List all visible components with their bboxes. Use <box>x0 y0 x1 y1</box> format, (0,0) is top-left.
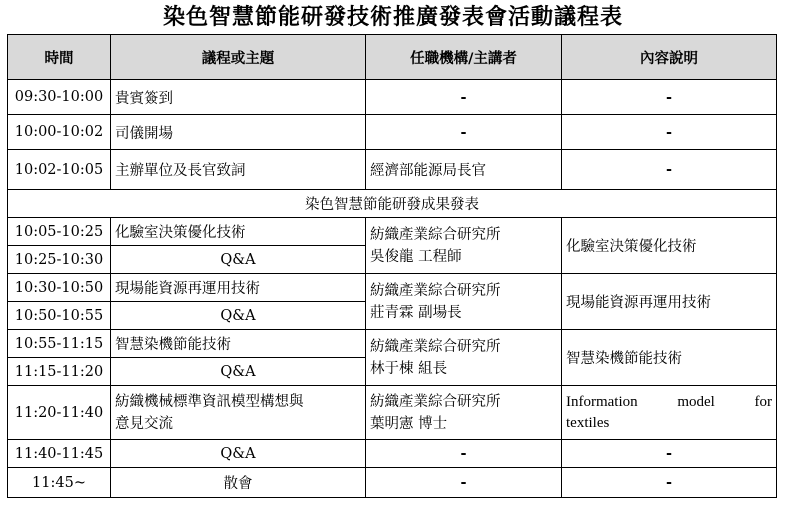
speaker-cell: - <box>366 115 562 150</box>
content-cell: - <box>562 468 777 498</box>
header-content: 內容說明 <box>562 35 777 80</box>
table-row <box>8 386 777 440</box>
time-cell: 10:30-10:50 <box>8 274 111 302</box>
agenda-table <box>7 34 777 498</box>
speaker-org: 紡織產業綜合研究所 <box>370 393 501 410</box>
speaker-cell <box>366 218 562 274</box>
header-time: 時間 <box>8 35 111 80</box>
topic-cell: Q&A <box>111 358 366 386</box>
time-cell: 10:05-10:25 <box>8 218 111 246</box>
content-cell: - <box>562 80 777 115</box>
table-row <box>8 330 777 358</box>
topic-cell: 散會 <box>111 468 366 498</box>
speaker-org: 紡織產業綜合研究所 <box>370 338 501 355</box>
speaker-name: 吳俊龍 工程師 <box>370 248 462 265</box>
speaker-name: 林于棟 組長 <box>370 360 448 377</box>
topic-cell <box>111 386 366 440</box>
content-cell: 化驗室決策優化技術 <box>562 218 777 274</box>
topic-cell: 司儀開場 <box>111 115 366 150</box>
speaker-cell: - <box>366 80 562 115</box>
header-speaker: 任職機構/主講者 <box>366 35 562 80</box>
speaker-cell: - <box>366 440 562 468</box>
time-cell: 11:40-11:45 <box>8 440 111 468</box>
time-cell: 10:50-10:55 <box>8 302 111 330</box>
speaker-cell <box>366 330 562 386</box>
section-heading: 染色智慧節能研發成果發表 <box>8 190 777 218</box>
topic-cell: 貴賓簽到 <box>111 80 366 115</box>
time-cell: 11:20-11:40 <box>8 386 111 440</box>
time-cell: 11:45~ <box>8 468 111 498</box>
time-cell: 09:30-10:00 <box>8 80 111 115</box>
time-cell: 10:00-10:02 <box>8 115 111 150</box>
time-cell: 10:25-10:30 <box>8 246 111 274</box>
topic-cell: Q&A <box>111 440 366 468</box>
speaker-cell <box>366 274 562 330</box>
content-cell: 現場能資源再運用技術 <box>562 274 777 330</box>
speaker-cell: - <box>366 468 562 498</box>
time-cell: 10:55-11:15 <box>8 330 111 358</box>
table-row <box>8 80 777 115</box>
table-row <box>8 274 777 302</box>
table-row <box>8 468 777 498</box>
content-cell: - <box>562 440 777 468</box>
topic-cell: 現場能資源再運用技術 <box>111 274 366 302</box>
topic-cell: 化驗室決策優化技術 <box>111 218 366 246</box>
header-agenda: 議程或主題 <box>111 35 366 80</box>
topic-cell: 主辦單位及長官致詞 <box>111 150 366 190</box>
content-line: Information model for <box>566 393 772 410</box>
header-row <box>8 35 777 80</box>
table-row <box>8 115 777 150</box>
table-row <box>8 218 777 246</box>
topic-cell: Q&A <box>111 246 366 274</box>
content-cell <box>562 386 777 440</box>
time-cell: 10:02-10:05 <box>8 150 111 190</box>
topic-line: 意見交流 <box>115 415 173 432</box>
table-row <box>8 150 777 190</box>
content-cell: 智慧染機節能技術 <box>562 330 777 386</box>
speaker-org: 紡織產業綜合研究所 <box>370 282 501 299</box>
topic-line: 紡織機械標準資訊模型構想與 <box>115 393 304 410</box>
content-cell: - <box>562 150 777 190</box>
time-cell: 11:15-11:20 <box>8 358 111 386</box>
topic-cell: Q&A <box>111 302 366 330</box>
speaker-cell: 經濟部能源局長官 <box>366 150 562 190</box>
speaker-cell <box>366 386 562 440</box>
page-title: 染色智慧節能研發技術推廣發表會活動議程表 <box>162 4 623 30</box>
content-line: textiles <box>566 414 610 431</box>
speaker-name: 莊青霖 副場長 <box>370 304 462 321</box>
speaker-org: 紡織產業綜合研究所 <box>370 226 501 243</box>
content-cell: - <box>562 115 777 150</box>
table-row <box>8 440 777 468</box>
speaker-name: 葉明憲 博士 <box>370 415 448 432</box>
topic-cell: 智慧染機節能技術 <box>111 330 366 358</box>
section-row <box>8 190 777 218</box>
